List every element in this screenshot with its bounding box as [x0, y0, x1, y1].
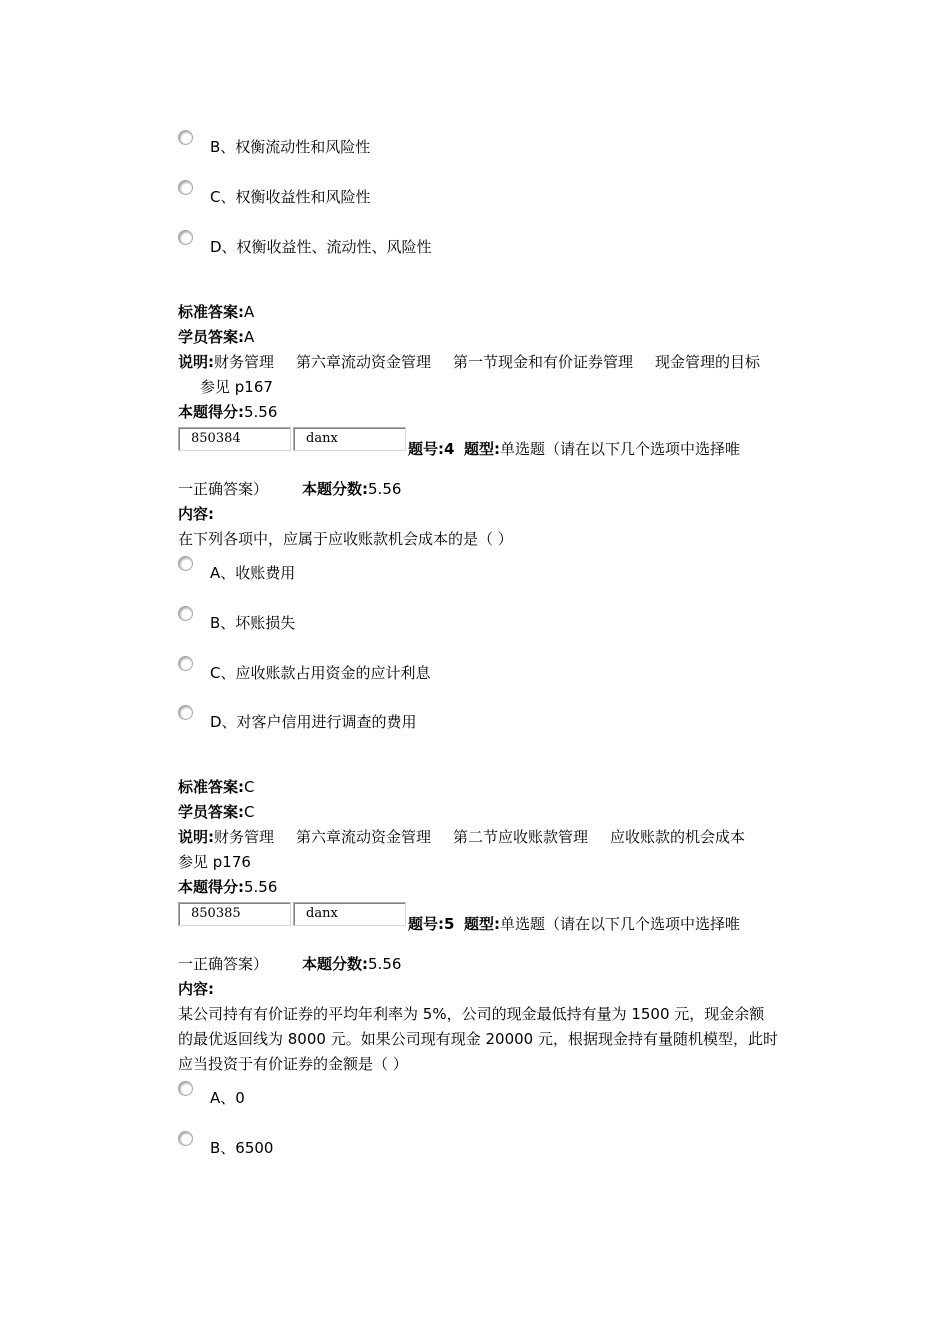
q5-content: 某公司持有有价证券的平均年利率为 5%，公司的现金最低持有量为 1500 元，现金余额的最优返回线为 8000 元。如果公司现有现金 20000 元，根据现金持有量随机模型，此时应当投资于有价证券的金额是（ ）	[178, 1005, 778, 1073]
std-answer-value: A	[244, 303, 255, 321]
q3-option-b[interactable]	[178, 130, 778, 156]
q4-standard-answer	[178, 775, 778, 800]
q4-type-field[interactable]: danx	[293, 427, 406, 451]
explain-part: 第一节现金和有价证券管理	[453, 353, 634, 371]
q3-option-c[interactable]	[178, 180, 778, 206]
q5-header-cont	[178, 952, 778, 977]
radio-button-icon[interactable]	[178, 556, 193, 571]
explain-part: 应收账款的机会成本	[610, 828, 746, 846]
radio-button-icon[interactable]	[178, 606, 193, 621]
type-label: 题型:	[463, 915, 500, 933]
option-label: C、权衡收益性和风险性	[210, 188, 371, 206]
type-label: 题型:	[463, 440, 500, 458]
explain-part: 财务管理	[214, 828, 275, 846]
stu-answer-label: 学员答案:	[178, 803, 244, 821]
q4-header	[408, 437, 740, 462]
q4-explanation	[178, 825, 778, 875]
q3-score	[178, 400, 778, 425]
explain-part: 第二节应收账款管理	[453, 828, 589, 846]
radio-button-icon[interactable]	[178, 130, 193, 145]
points-label: 本题分数:	[302, 955, 369, 973]
radio-button-icon[interactable]	[178, 180, 193, 195]
q4-header-cont	[178, 477, 778, 502]
q4-option-b[interactable]	[178, 606, 778, 632]
points-value: 5.56	[368, 480, 402, 498]
q5-content-label: 内容:	[178, 980, 214, 998]
explain-part: 第六章流动资金管理	[296, 828, 432, 846]
q4-content-label: 内容:	[178, 505, 214, 523]
q5-option-a[interactable]	[178, 1081, 778, 1107]
option-label: A、0	[210, 1089, 245, 1107]
score-value: 5.56	[244, 878, 278, 896]
explain-label: 说明:	[178, 828, 214, 846]
option-label: A、收账费用	[210, 564, 296, 582]
score-label: 本题得分:	[178, 878, 244, 896]
option-label: D、对客户信用进行调查的费用	[210, 713, 417, 731]
q5-type-field[interactable]: danx	[293, 902, 406, 926]
explain-part: 现金管理的目标	[655, 353, 761, 371]
explain-part: 参见 p167	[200, 378, 273, 396]
num-value: 5	[444, 915, 455, 933]
std-answer-label: 标准答案:	[178, 303, 244, 321]
q4-score	[178, 875, 778, 900]
std-answer-label: 标准答案:	[178, 778, 244, 796]
explain-label: 说明:	[178, 353, 214, 371]
option-label: C、应收账款占用资金的应计利息	[210, 664, 431, 682]
points-label: 本题分数:	[302, 480, 369, 498]
option-label: B、坏账损失	[210, 614, 296, 632]
type-text-cont: 一正确答案）	[178, 480, 269, 498]
explain-part: 第六章流动资金管理	[296, 353, 432, 371]
points-value: 5.56	[368, 955, 402, 973]
q4-option-d[interactable]	[178, 705, 778, 731]
stu-answer-value: C	[244, 803, 255, 821]
radio-button-icon[interactable]	[178, 230, 193, 245]
q5-id-field[interactable]: 850385	[178, 902, 291, 926]
q4-content: 在下列各项中，应属于应收账款机会成本的是（ ）	[178, 530, 513, 548]
score-value: 5.56	[244, 403, 278, 421]
q3-option-d[interactable]	[178, 230, 778, 256]
q5-option-b[interactable]	[178, 1131, 778, 1157]
num-value: 4	[444, 440, 455, 458]
stu-answer-label: 学员答案:	[178, 328, 244, 346]
radio-button-icon[interactable]	[178, 705, 193, 720]
type-text: 单选题（请在以下几个选项中选择唯	[499, 915, 740, 933]
num-label: 题号:	[408, 915, 444, 933]
q5-header	[408, 912, 740, 937]
q3-standard-answer	[178, 300, 778, 325]
std-answer-value: C	[244, 778, 255, 796]
explain-part: 财务管理	[214, 353, 275, 371]
option-label: D、权衡收益性、流动性、风险性	[210, 238, 432, 256]
q3-explanation	[178, 350, 778, 400]
num-label: 题号:	[408, 440, 444, 458]
stu-answer-value: A	[244, 328, 255, 346]
q4-id-field[interactable]: 850384	[178, 427, 291, 451]
radio-button-icon[interactable]	[178, 1081, 193, 1096]
option-label: B、6500	[210, 1139, 274, 1157]
q4-student-answer	[178, 800, 778, 825]
radio-button-icon[interactable]	[178, 1131, 193, 1146]
score-label: 本题得分:	[178, 403, 244, 421]
option-label: B、权衡流动性和风险性	[210, 138, 371, 156]
q3-student-answer	[178, 325, 778, 350]
type-text-cont: 一正确答案）	[178, 955, 269, 973]
q4-option-a[interactable]	[178, 556, 778, 582]
explain-part: 参见 p176	[178, 853, 251, 871]
radio-button-icon[interactable]	[178, 656, 193, 671]
type-text: 单选题（请在以下几个选项中选择唯	[499, 440, 740, 458]
q4-option-c[interactable]	[178, 656, 778, 682]
